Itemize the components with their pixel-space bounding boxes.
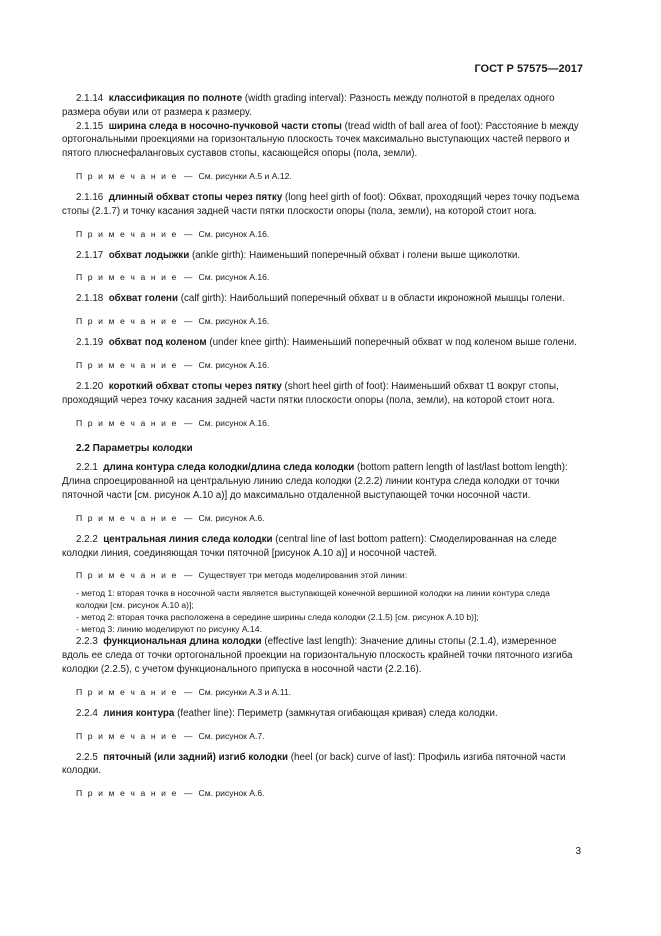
note: П р и м е ч а н и е — Существует три метода моделирования этой линии: xyxy=(76,570,408,581)
entry-2-1-19: 2.1.19 обхват под коленом (under knee girth): Наименьший поперечный обхват w под коленом выше голени. xyxy=(76,337,577,349)
entry-2-1-18: 2.1.18 обхват голени (calf girth): Наибольший поперечный обхват u в области икроножной мышцы голени. xyxy=(76,293,565,305)
entry-2-1-16: 2.1.16 длинный обхват стопы через пятку (long heel girth of foot): Обхват, проходящий через точку подъема стопы (2.1.7) и точку касания задней части пятки плоскости опоры (пола, земли), на которой стоит нога. xyxy=(62,191,580,217)
note: П р и м е ч а н и е — См. рисунок А.16. xyxy=(76,359,270,370)
entry-2-2-2: 2.2.2 центральная линия следа колодки (central line of last bottom pattern): Смоделированная на следе колодки линия, соединяющая точки пяточной [рисунок А.10 а)] и носочной частей. xyxy=(62,533,557,559)
entry-2-1-17: 2.1.17 обхват лодыжки (ankle girth): Наименьший поперечный обхват i голени выше щиколотки. xyxy=(76,249,521,261)
note: П р и м е ч а н и е — См. рисунок А.16. xyxy=(76,228,270,239)
method-item: - метод 3: линию моделируют по рисунку А.14. xyxy=(76,624,262,635)
entry-2-2-5: 2.2.5 пяточный (или задний) изгиб колодки (heel (or back) curve of last): Профиль изгиба пяточной части колодки. xyxy=(62,751,566,777)
entry-2-1-20: 2.1.20 короткий обхват стопы через пятку (short heel girth of foot): Наименьший обхват t1 вокруг стопы, проходящий через точку касания задней части пятки плоскости опоры (пола, земли), на которой стоит нога. xyxy=(62,380,559,406)
note: П р и м е ч а н и е — См. рисунки А.3 и А.11. xyxy=(76,686,292,697)
document-header: ГОСТ Р 57575—2017 xyxy=(474,63,583,75)
method-item: - метод 1: вторая точка в носочной части является выступающей конечной вершиной колодки на линии контура следа колодки [см. рисунок А.10 а)]; xyxy=(76,588,550,611)
section-heading: 2.2 Параметры колодки xyxy=(76,442,193,454)
note: П р и м е ч а н и е — См. рисунки А.5 и А.12. xyxy=(76,170,292,181)
entry-2-1-14: 2.1.14 классификация по полноте (width grading interval): Разность между полнотой в пределах одного размера обуви или от размера к размеру. xyxy=(62,93,555,118)
entry-2-2-4: 2.2.4 линия контура (feather line): Периметр (замкнутая огибающая кривая) следа колодки. xyxy=(76,707,498,719)
page-number: 3 xyxy=(575,846,581,857)
note: П р и м е ч а н и е — См. рисунок А.16. xyxy=(76,316,270,327)
entry-2-2-1: 2.2.1 длина контура следа колодки/длина следа колодки (bottom pattern length of last/last bottom length): Длина спроецированной на центральную линию следа колодки (2.2.2) линии контура следа колодки от точки пяточной части [см. рисунок А.10 а)] до максимально отдаленной выступающей точки носочной части. xyxy=(62,462,568,501)
note: П р и м е ч а н и е — См. рисунок А.7. xyxy=(76,730,265,741)
entry-2-1-15: 2.1.15 ширина следа в носочно-пучковой части стопы (tread width of ball area of foot): Расстояние b между ортогональными проекциями на горизонтальную плоскость точек максимально выступающих частей первого и пятого плюснефаланговых суставов стопы, касающейся опоры (пола, земли). xyxy=(62,120,579,160)
note: П р и м е ч а н и е — См. рисунок А.6. xyxy=(76,512,265,523)
note: П р и м е ч а н и е — См. рисунок А.16. xyxy=(76,272,270,283)
method-item: - метод 2: вторая точка расположена в середине ширины следа колодки (2.1.5) [см. рисунок А.10 b)]; xyxy=(76,612,479,623)
note: П р и м е ч а н и е — См. рисунок А.6. xyxy=(76,788,265,799)
entry-2-2-3: 2.2.3 функциональная длина колодки (effective last length): Значение длины стопы (2.1.4), измеренное вдоль ее следа от точки ортогональной проекции на горизонтальную плоскость крайней точки пяточного изгиба колодки (2.2.5), с учетом функционального припуска в носочной части (2.2.16). xyxy=(62,636,573,675)
note: П р и м е ч а н и е — См. рисунок А.16. xyxy=(76,417,270,428)
document-body xyxy=(62,92,582,808)
